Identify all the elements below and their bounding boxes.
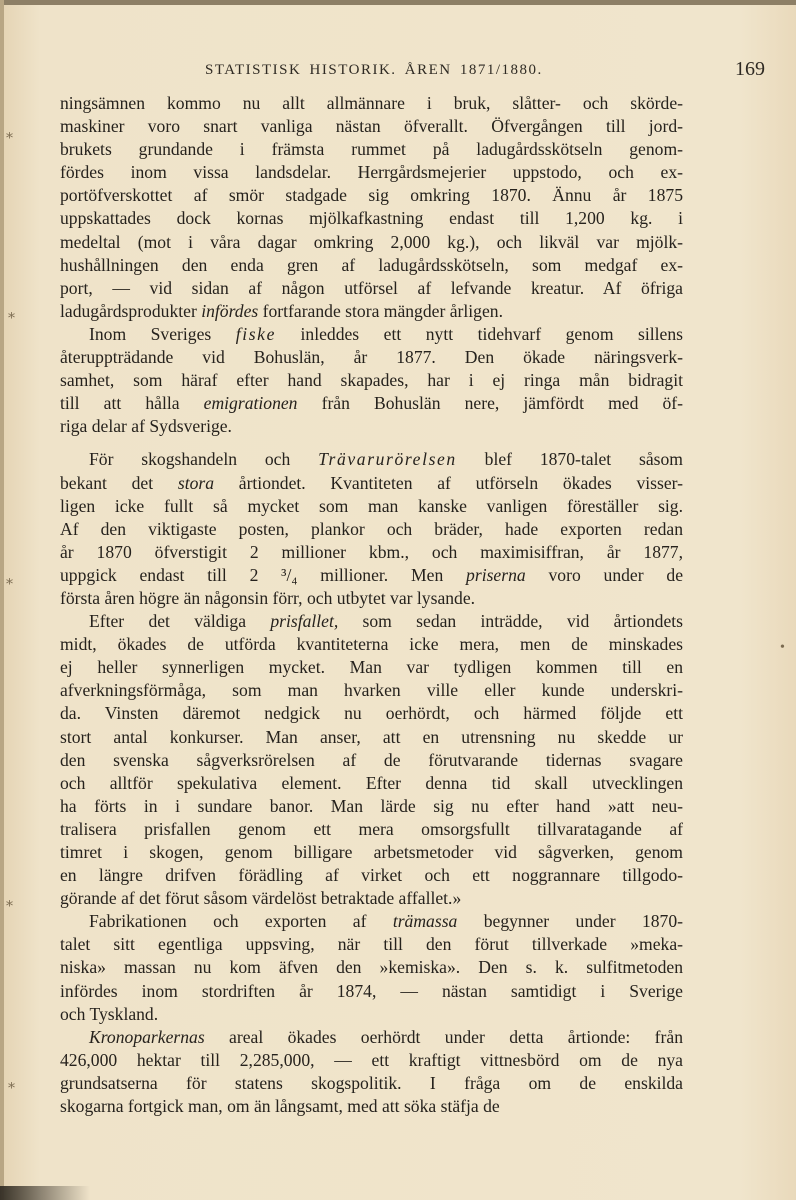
- text-line: 426,000 hektar till 2,285,000, — ett kraftigt vittnesbörd om de nya: [60, 1049, 683, 1070]
- italic-term: emigrationen: [203, 393, 298, 414]
- italic-term: Kronoparkernas: [89, 1026, 205, 1047]
- text-line: en längre drifven förädling af virket och ett noggrannare tillgodo-: [60, 865, 683, 886]
- text-line: riga delar af Sydsverige.: [60, 416, 232, 437]
- text-line: den svenska sågverksrörelsen af de förutvarande tidernas svagare: [60, 749, 683, 770]
- page-number: 169: [735, 58, 765, 80]
- text-line: uppgick endast till 2 ³/₄ millioner. Men priserna voro under de: [60, 564, 683, 585]
- text-line: Af den viktigaste posten, plankor och bräder, hade exporten redan: [60, 518, 683, 539]
- text-line: tralisera prisfallen genom ett mera omsorgsfullt tillvaratagande af: [60, 818, 683, 839]
- text-line: afverkningsförmåga, som man hvarken ville eller kunde underskri-: [60, 680, 683, 701]
- text-line: fördes inom vissa landsdelar. Herrgårdsmejerier uppstodo, och ex-: [60, 162, 683, 183]
- margin-mark: ⁎: [8, 307, 15, 322]
- text-line: år 1870 öfverstigit 2 millioner kbm., och maximisiffran, år 1877,: [60, 541, 683, 562]
- text-line: ladugårdsprodukter infördes fortfarande stora mängder årligen.: [60, 300, 503, 321]
- text-line: första åren högre än någonsin förr, och utbytet var lysande.: [60, 587, 476, 608]
- text-line: stort antal konkurser. Man anser, att en utrensning nu skedde ur: [60, 726, 683, 747]
- text-line: infördes inom stordriften år 1874, — nästan samtidigt i Sverige: [60, 980, 683, 1001]
- text-line: uppskattades dock kornas mjölkafkastning endast till 1,200 kg. i: [60, 208, 683, 229]
- text-line: grundsatserna för statens skogspolitik. I fråga om de enskilda: [60, 1072, 683, 1093]
- text-line: ligen icke fullt så mycket som man kanske vanligen föreställer sig.: [60, 495, 683, 516]
- binding-edge: [0, 0, 4, 1200]
- text-line: skogarna fortgick man, om än långsamt, med att söka stäfja de: [60, 1096, 500, 1117]
- text-line: niska» massan nu kom äfven den »kemiska». Den s. k. sulfitmetoden: [60, 957, 683, 978]
- text-line: midt, ökades de utförda kvantiteterna icke mera, men de minskades: [60, 634, 683, 655]
- text-line: Efter det väldiga prisfallet, som sedan inträdde, vid årtiondets: [89, 611, 683, 632]
- page-corner-shadow: [0, 1186, 90, 1200]
- text-line: ningsämnen kommo nu allt allmännare i bruk, slåtter- och skörde-: [60, 93, 683, 113]
- text-line: Inom Sveriges fiske inleddes ett nytt tidehvarf genom sillens: [89, 323, 683, 344]
- margin-mark: ⁎: [6, 127, 13, 142]
- text-line: Fabrikationen och exporten af trämassa begynner under 1870-: [89, 911, 683, 932]
- margin-mark: ⁎: [8, 1077, 15, 1092]
- paragraph-gap: [60, 438, 683, 448]
- italic-term: stora: [177, 472, 215, 493]
- text-line: brukets grundande i främsta rummet på ladugårdsskötseln genom-: [60, 139, 683, 160]
- page-header: [0, 58, 796, 86]
- spaced-term: Trävarurörelsen: [318, 449, 457, 470]
- text-line: görande af det förut såsom värdelöst betraktade affallet.»: [60, 888, 462, 909]
- text-line: till att hålla emigrationen från Bohuslän nere, jämfördt med öf-: [60, 393, 683, 414]
- text-line: portöfverskottet af smör stadgade sig omkring 1870. Ännu år 1875: [60, 185, 683, 206]
- spaced-term: fiske: [235, 323, 276, 344]
- body-text: [60, 92, 683, 1118]
- italic-term: infördes: [201, 300, 259, 321]
- text-line: da. Vinsten däremot nedgick nu oerhördt, och härmed följde ett: [60, 703, 683, 724]
- italic-term: prisfallet,: [270, 611, 339, 632]
- text-line: Kronoparkernas areal ökades oerhördt under detta årtionde: från: [89, 1026, 683, 1047]
- text-line: hushållningen den enda gren af ladugårdsskötseln, som medgaf ex-: [60, 254, 683, 275]
- text-line: port, — vid sidan af någon utförsel af lefvande kreatur. Af öfriga: [60, 277, 683, 298]
- top-edge-rule: [0, 0, 796, 5]
- italic-term: priserna: [466, 564, 526, 585]
- text-line: ej heller synnerligen mycket. Man var tydligen kommen till en: [60, 657, 683, 678]
- margin-mark: ⁎: [6, 895, 13, 910]
- italic-term: trämassa: [392, 911, 458, 932]
- text-line: och Tyskland.: [60, 1003, 159, 1024]
- text-line: talet sitt egentliga uppsving, när till den förut tillverkade »meka-: [60, 934, 683, 955]
- text-line: bekant det stora årtiondet. Kvantiteten af utförseln ökades visser-: [60, 472, 683, 493]
- margin-mark: •: [780, 640, 785, 655]
- text-line: timret i skogen, genom billigare arbetsmetoder vid sågverken, genom: [60, 842, 683, 862]
- running-head: STATISTISK HISTORIK. ÅREN 1871/1880.: [205, 62, 543, 78]
- text-line: För skogshandeln och Trävarurörelsen blef 1870-talet såsom: [89, 449, 683, 470]
- margin-mark: ⁎: [6, 573, 13, 588]
- text-line: samhet, som häraf efter hand skapades, har i ej ringa mån bidragit: [60, 370, 683, 391]
- text-line: återuppträdande vid Bohuslän, år 1877. Den ökade näringsverk-: [60, 347, 683, 368]
- text-line: ha förts in i sundare banor. Man lärde sig nu efter hand »att neu-: [60, 795, 683, 816]
- text-line: och alltför spekulativa element. Efter denna tid skall utvecklingen: [60, 772, 683, 793]
- text-line: maskiner voro snart vanliga nästan öfverallt. Öfvergången till jord-: [60, 116, 683, 137]
- text-line: medeltal (mot i våra dagar omkring 2,000 kg.), och likväl var mjölk-: [60, 231, 683, 252]
